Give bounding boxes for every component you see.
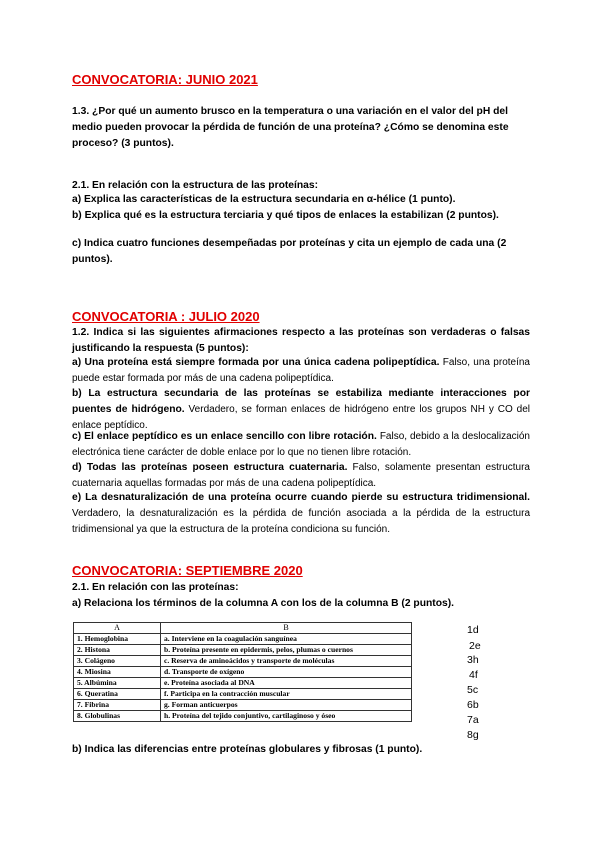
- question-2-1-intro: 2.1. En relación con la estructura de las proteínas:: [72, 180, 319, 191]
- statement-c-answer: Falso, debido a la deslocalización electrónica tiene carácter de doble enlace por lo que no tienen libre rotación.: [72, 431, 530, 458]
- statement-e: [72, 490, 530, 538]
- answer-item: 6b: [467, 699, 479, 711]
- statement-d-question: d) Todas las proteínas poseen estructura cuaternaria.: [72, 462, 348, 473]
- question-2-1-sep-a: a) Relaciona los términos de la columna A con los de la columna B (2 puntos).: [72, 598, 455, 609]
- statement-c: [72, 429, 530, 461]
- table-row: [74, 678, 412, 689]
- table-row: [74, 634, 412, 645]
- section-title-septiembre: CONVOCATORIA: SEPTIEMBRE 2020: [72, 563, 303, 578]
- column-b-cell: d. Transporte de oxígeno: [161, 667, 412, 678]
- column-b-cell: b. Proteína presente en epidermis, pelos, plumas o cuernos: [161, 645, 412, 656]
- column-a-cell: 4. Miosina: [74, 667, 161, 678]
- question-1-3: 1.3. ¿Por qué un aumento brusco en la temperatura o una variación en el valor del pH del medio pueden provocar la pérdida de función de una proteína? ¿Cómo se denomina este proceso? (3 puntos).: [72, 106, 509, 149]
- statement-e-question: e) La desnaturalización de una proteína ocurre cuando pierde su estructura tridimensional.: [72, 492, 530, 503]
- question-2-1-b: b) Explica qué es la estructura terciaria y qué tipos de enlaces la estabilizan (2 puntos).: [72, 210, 499, 221]
- column-a-header: A: [74, 623, 161, 634]
- answer-item: 7a: [467, 714, 479, 726]
- statement-a-question: a) Una proteína está siempre formada por una única cadena polipeptídica.: [72, 357, 440, 368]
- column-b-cell: c. Reserva de aminoácidos y transporte de moléculas: [161, 656, 412, 667]
- column-a-cell: 3. Colágeno: [74, 656, 161, 667]
- table-row: [74, 656, 412, 667]
- statement-b: [72, 386, 530, 434]
- statement-b-answer: Verdadero, se forman enlaces de hidrógeno entre los grupos NH y CO del enlace peptídico.: [72, 404, 530, 431]
- table-row: [74, 700, 412, 711]
- column-b-cell: g. Forman anticuerpos: [161, 700, 412, 711]
- statement-a: [72, 355, 530, 387]
- statement-d: [72, 460, 530, 492]
- table-header-row: [74, 623, 412, 634]
- question-2-1-sep-intro: 2.1. En relación con las proteínas:: [72, 582, 239, 593]
- section-title-junio: CONVOCATORIA: JUNIO 2021: [72, 72, 258, 87]
- column-b-header: B: [161, 623, 412, 634]
- question-2-1-a: a) Explica las características de la estructura secundaria en α-hélice (1 punto).: [72, 194, 456, 205]
- table-row: [74, 645, 412, 656]
- statement-b-question: b) La estructura secundaria de las proteínas se estabiliza mediante interacciones por puentes de hidrógeno.: [72, 388, 530, 415]
- question-2-1-c: c) Indica cuatro funciones desempeñadas por proteínas y cita un ejemplo de cada una (2 puntos).: [72, 238, 507, 265]
- statement-e-answer: Verdadero, la desnaturalización es la pérdida de función asociada a la pérdida de la estructura tridimensional ya que la estructura de la proteína condiciona su función.: [72, 508, 530, 535]
- column-b-cell: h. Proteína del tejido conjuntivo, cartilaginoso y óseo: [161, 711, 412, 722]
- section-title-julio: CONVOCATORIA : JULIO 2020: [72, 309, 260, 324]
- answer-item: 1d: [467, 624, 479, 636]
- answer-item: 8g: [467, 729, 479, 741]
- statement-a-answer: Falso, una proteína puede estar formada por más de una cadena polipeptídica.: [72, 357, 530, 384]
- question-1-2: 1.2. Indica si las siguientes afirmaciones respecto a las proteínas son verdaderas o falsas justificando la respuesta (5 puntos):: [72, 327, 530, 354]
- column-a-cell: 2. Histona: [74, 645, 161, 656]
- answer-item: 2e: [469, 640, 481, 652]
- matching-table: [73, 622, 412, 722]
- column-b-cell: e. Proteína asociada al DNA: [161, 678, 412, 689]
- answer-item: 4f: [469, 669, 478, 681]
- statement-d-answer: Falso, solamente presentan estructura cuaternaria aquellas formadas por más de una cadena polipeptídica.: [72, 462, 530, 489]
- answer-item: 5c: [467, 684, 479, 696]
- column-b-cell: a. Interviene en la coagulación sanguínea: [161, 634, 412, 645]
- table-row: [74, 689, 412, 700]
- statement-c-question: c) El enlace peptídico es un enlace sencillo con libre rotación.: [72, 431, 377, 442]
- column-a-cell: 7. Fibrina: [74, 700, 161, 711]
- question-2-1-sep-b: b) Indica las diferencias entre proteínas globulares y fibrosas (1 punto).: [72, 744, 423, 755]
- column-b-cell: f. Participa en la contracción muscular: [161, 689, 412, 700]
- column-a-cell: 8. Globulinas: [74, 711, 161, 722]
- column-a-cell: 5. Albúmina: [74, 678, 161, 689]
- answer-item: 3h: [467, 654, 479, 666]
- table-row: [74, 667, 412, 678]
- table-row: [74, 711, 412, 722]
- column-a-cell: 6. Queratina: [74, 689, 161, 700]
- column-a-cell: 1. Hemoglobina: [74, 634, 161, 645]
